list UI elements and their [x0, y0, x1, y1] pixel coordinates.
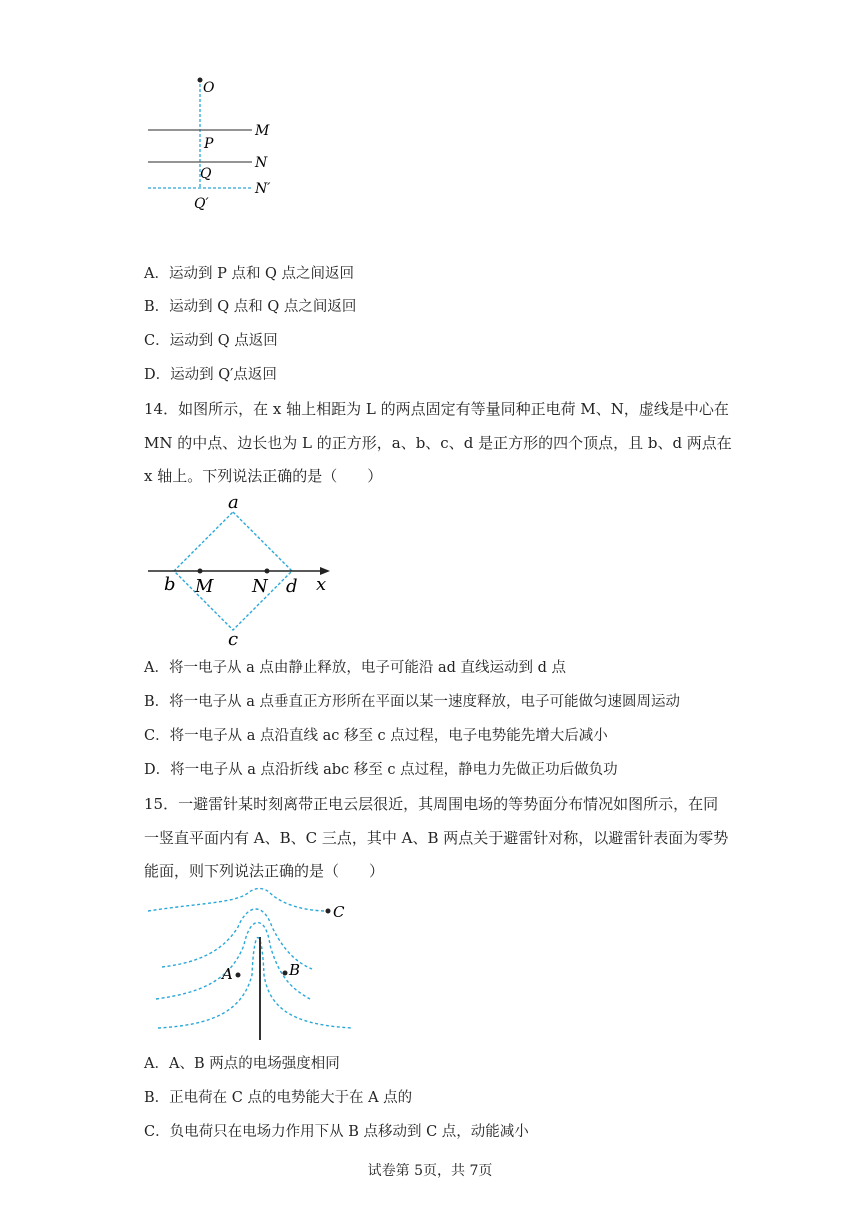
equipotential-2	[162, 909, 312, 969]
label-N-prime: N′	[255, 181, 271, 197]
q15-stem-line-2: 一竖直平面内有 A、B、C 三点，其中 A、B 两点关于避雷针对称，以避雷针表面为零势	[144, 829, 729, 847]
label-b: b	[164, 574, 176, 595]
charge-N	[265, 569, 270, 574]
point-C	[326, 909, 331, 914]
page-footer: 试卷第 5页，共 7页	[367, 1163, 493, 1179]
q15-stem-line-3: 能面，则下列说法正确的是（ ）	[144, 862, 385, 880]
q15-option-a: A．A、B 两点的电场强度相同	[144, 1056, 340, 1072]
label-a: a	[228, 492, 239, 513]
label-P: P	[204, 136, 214, 152]
figure-q14	[140, 490, 340, 650]
label-Q-prime: Q′	[194, 196, 209, 212]
label-d: d	[286, 576, 298, 597]
q15-option-b: B．正电荷在 C 点的电势能大于在 A 点的	[144, 1090, 413, 1106]
equipotential-1	[148, 889, 328, 912]
q14-option-a: A．将一电子从 a 点由静止释放，电子可能沿 ad 直线运动到 d 点	[144, 660, 566, 676]
q14-option-c: C．将一电子从 a 点沿直线 ac 移至 c 点过程，电子电势能先增大后减小	[144, 728, 608, 744]
label-N: N	[252, 576, 268, 597]
q14-stem-line-1: 14．如图所示，在 x 轴上相距为 L 的两点固定有等量同种正电荷 M、N，虚线是中心在	[144, 400, 729, 418]
label-N: N	[255, 155, 268, 171]
q13-option-a: A．运动到 P 点和 Q 点之间返回	[144, 266, 355, 282]
label-c: c	[228, 629, 239, 650]
label-x: x	[316, 574, 327, 595]
point-A	[236, 973, 241, 978]
label-B: B	[289, 961, 301, 979]
q14-option-d: D．将一电子从 a 点沿折线 abc 移至 c 点过程，静电力先做正功后做负功	[144, 762, 618, 778]
label-A: A	[222, 965, 233, 983]
charge-M	[198, 569, 203, 574]
label-M: M	[195, 576, 214, 597]
q13-option-b: B．运动到 Q 点和 Q 点之间返回	[144, 299, 357, 315]
label-Q: Q	[200, 166, 212, 182]
equipotential-4	[158, 938, 352, 1029]
q14-option-b: B．将一电子从 a 点垂直正方形所在平面以某一速度释放，电子可能做匀速圆周运动	[144, 694, 681, 710]
q13-option-c: C．运动到 Q 点返回	[144, 333, 278, 349]
q13-option-d: D．运动到 Q′点返回	[144, 367, 277, 383]
point-B	[283, 971, 288, 976]
q14-stem-line-3: x 轴上。下列说法正确的是（ ）	[144, 467, 383, 485]
label-C: C	[333, 903, 345, 921]
equipotential-3	[156, 923, 310, 1000]
q15-stem-line-1: 15．一避雷针某时刻离带正电云层很近，其周围电场的等势面分布情况如图所示，在同	[144, 795, 719, 813]
figure-q15	[140, 885, 370, 1045]
q15-option-c: C．负电荷只在电场力作用下从 B 点移动到 C 点，动能减小	[144, 1124, 529, 1140]
point-O	[198, 78, 203, 83]
label-O: O	[203, 80, 215, 96]
figure-q13	[140, 70, 290, 215]
q14-stem-line-2: MN 的中点、边长也为 L 的正方形，a、b、c、d 是正方形的四个顶点，且 b、d 两点在	[144, 434, 732, 452]
label-M: M	[255, 123, 270, 139]
